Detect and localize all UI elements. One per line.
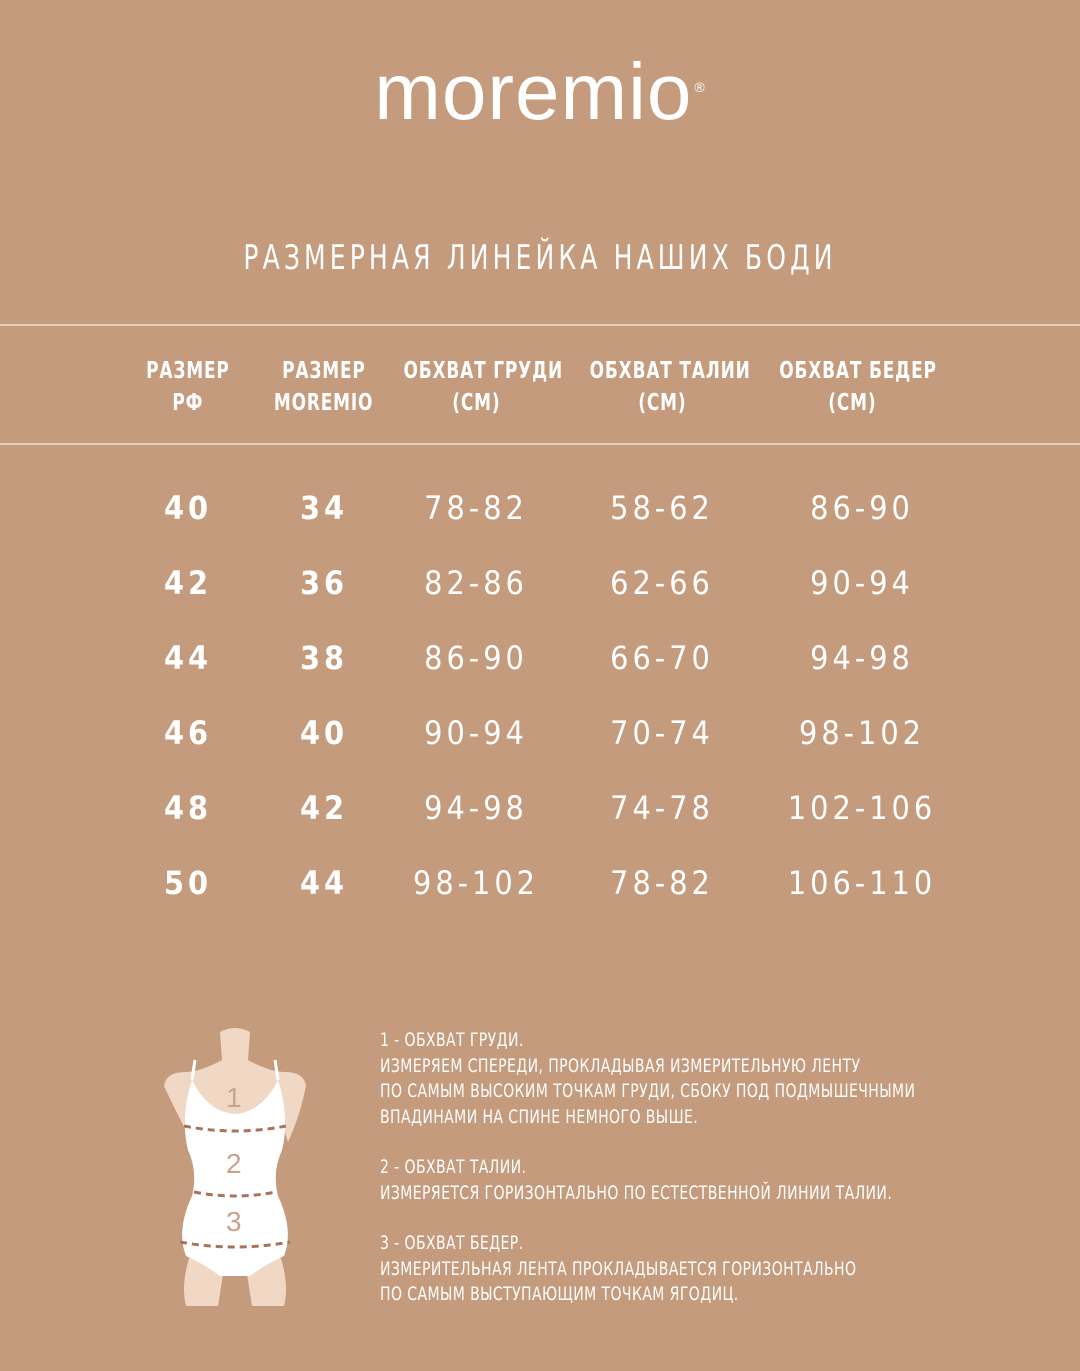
- header-bust: ОБХВАТ ГРУДИ (СМ): [403, 358, 563, 416]
- cell-size-moremio: 34: [299, 489, 349, 527]
- cell-waist: 58-62: [610, 489, 714, 527]
- note-line: ИЗМЕРЯЕМ СПЕРЕДИ, ПРОКЛАДЫВАЯ ИЗМЕРИТЕЛЬНУЮ ЛЕНТУ: [380, 1054, 861, 1077]
- note-line: 3 - ОБХВАТ БЕДЕР.: [380, 1232, 524, 1254]
- cell-waist: 78-82: [610, 864, 714, 902]
- note-line: ИЗМЕРИТЕЛЬНАЯ ЛЕНТА ПРОКЛАДЫВАЕТСЯ ГОРИЗОНТАЛЬНО: [380, 1257, 857, 1280]
- cell-size-moremio: 44: [299, 864, 349, 902]
- cell-size-ru: 50: [163, 864, 213, 902]
- cell-bust: 86-90: [424, 639, 528, 677]
- header-hips: ОБХВАТ БЕДЕР (СМ): [779, 358, 937, 416]
- body-measurement-figure: [150, 1020, 320, 1320]
- table-row: [0, 483, 1080, 533]
- cell-bust: 94-98: [424, 789, 528, 827]
- registered-mark: ®: [694, 79, 706, 95]
- page-title: РАЗМЕРНАЯ ЛИНЕЙКА НАШИХ БОДИ: [243, 238, 837, 278]
- marker-3: 3: [226, 1206, 242, 1237]
- cell-waist: 62-66: [610, 564, 714, 602]
- brand-logo: moremio ®: [374, 47, 706, 136]
- cell-hips: 94-98: [810, 639, 914, 677]
- cell-hips: 106-110: [787, 864, 937, 902]
- note-line: ПО САМЫМ ВЫСТУПАЮЩИМ ТОЧКАМ ЯГОДИЦ.: [380, 1283, 739, 1305]
- cell-bust: 98-102: [413, 864, 539, 902]
- cell-size-ru: 42: [163, 564, 213, 602]
- cell-size-moremio: 42: [299, 789, 349, 827]
- note-bust: [380, 1028, 1020, 1130]
- header-size-moremio: РАЗМЕР MOREMIO: [274, 358, 374, 416]
- cell-size-moremio: 40: [299, 714, 349, 752]
- note-line: ВПАДИНАМИ НА СПИНЕ НЕМНОГО ВЫШЕ.: [380, 1105, 699, 1128]
- cell-size-moremio: 38: [299, 639, 349, 677]
- cell-size-moremio: 36: [299, 564, 349, 602]
- cell-size-ru: 44: [163, 639, 213, 677]
- cell-size-ru: 46: [163, 714, 213, 752]
- note-line: 1 - ОБХВАТ ГРУДИ.: [380, 1029, 524, 1051]
- cell-waist: 66-70: [610, 639, 714, 677]
- cell-waist: 74-78: [610, 789, 714, 827]
- header-size-ru: РАЗМЕР РФ: [146, 358, 230, 416]
- cell-size-ru: 48: [163, 789, 213, 827]
- table-row: [0, 708, 1080, 758]
- cell-waist: 70-74: [610, 714, 714, 752]
- header-divider-top: [0, 324, 1080, 326]
- note-line: ИЗМЕРЯЕТСЯ ГОРИЗОНТАЛЬНО ПО ЕСТЕСТВЕННОЙ ЛИНИИ ТАЛИИ.: [380, 1181, 893, 1204]
- measurement-notes: [380, 1028, 1020, 1333]
- marker-1: 1: [226, 1082, 242, 1113]
- cell-bust: 90-94: [424, 714, 528, 752]
- cell-size-ru: 40: [163, 489, 213, 527]
- cell-hips: 90-94: [810, 564, 914, 602]
- note-line: 2 - ОБХВАТ ТАЛИИ.: [380, 1156, 527, 1178]
- note-hips: [380, 1231, 1020, 1308]
- cell-bust: 78-82: [424, 489, 528, 527]
- table-row: [0, 633, 1080, 683]
- marker-2: 2: [226, 1148, 242, 1179]
- cell-hips: 102-106: [787, 789, 937, 827]
- note-line: ПО САМЫМ ВЫСОКИМ ТОЧКАМ ГРУДИ, СБОКУ ПОД ПОДМЫШЕЧНЫМИ: [380, 1080, 916, 1102]
- cell-bust: 82-86: [424, 564, 528, 602]
- cell-hips: 98-102: [799, 714, 925, 752]
- header-waist: ОБХВАТ ТАЛИИ (СМ): [589, 358, 751, 416]
- header-divider-bottom: [0, 443, 1080, 445]
- cell-hips: 86-90: [810, 489, 914, 527]
- table-row: [0, 858, 1080, 908]
- note-waist: [380, 1155, 1020, 1206]
- table-row: [0, 783, 1080, 833]
- table-row: [0, 558, 1080, 608]
